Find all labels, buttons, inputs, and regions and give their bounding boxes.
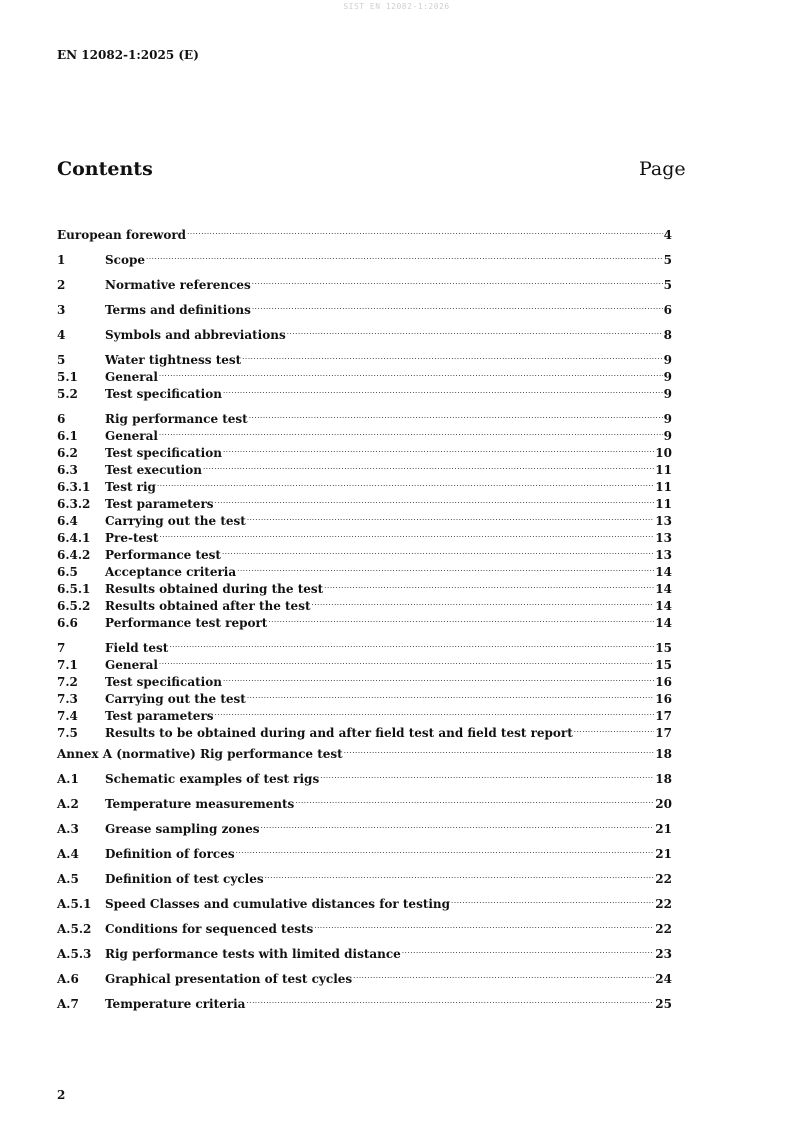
toc-entry-title: Schematic examples of test rigs <box>105 772 320 786</box>
toc-entry-number: 6.3 <box>57 463 78 477</box>
toc-entry-page: 11 <box>655 480 672 494</box>
dot-leader <box>451 891 654 908</box>
toc-entry-page: 4 <box>663 228 672 242</box>
dot-leader <box>287 322 663 339</box>
dot-leader <box>203 457 654 474</box>
toc-entry-number: 6.2 <box>57 446 78 460</box>
toc-entry-title: Test execution <box>105 463 202 477</box>
toc-entry-number: 6.1 <box>57 429 78 443</box>
toc-entry-number: 4 <box>57 328 66 342</box>
toc-entry-title: Terms and definitions <box>105 303 251 317</box>
toc-entry-title: Symbols and abbreviations <box>105 328 286 342</box>
toc-entry-page: 14 <box>655 582 672 596</box>
toc-entry-title: Graphical presentation of test cycles <box>105 972 353 986</box>
toc-entry-title: General <box>105 370 158 384</box>
toc-entry-title: Carrying out the test <box>105 692 246 706</box>
toc-entry[interactable] <box>57 272 672 292</box>
toc-entry-page: 16 <box>655 692 672 706</box>
toc-entry[interactable] <box>57 347 672 367</box>
dot-leader <box>295 791 654 808</box>
toc-entry-page: 23 <box>655 947 672 961</box>
toc-entry-number: 7.1 <box>57 658 78 672</box>
toc-entry-title: Results to be obtained during and after field test and field test report <box>105 726 573 740</box>
page-column-heading: Page <box>639 158 686 180</box>
toc-entry-title: Test specification <box>105 675 222 689</box>
dot-leader <box>252 272 663 289</box>
toc-entry-number: A.2 <box>57 797 79 811</box>
dot-leader <box>252 297 663 314</box>
toc-entry-title: Definition of test cycles <box>105 872 264 886</box>
toc-entry-page: 25 <box>655 997 672 1011</box>
toc-entry-page: 11 <box>655 463 672 477</box>
toc-entry-page: 14 <box>655 565 672 579</box>
toc-entry-page: 5 <box>663 278 672 292</box>
toc-entry[interactable] <box>57 741 672 761</box>
toc-entry-page: 14 <box>655 599 672 613</box>
toc-entry-number: 6.4.1 <box>57 531 91 545</box>
toc-entry-page: 9 <box>663 412 672 426</box>
dot-leader <box>265 866 655 883</box>
dot-leader <box>237 559 654 576</box>
dot-leader <box>261 816 655 833</box>
toc-entry-page: 14 <box>655 616 672 630</box>
toc-entry-page: 9 <box>663 353 672 367</box>
toc-entry-title: Results obtained after the test <box>105 599 311 613</box>
toc-entry-title: Performance test <box>105 548 221 562</box>
toc-entry-number: A.5.1 <box>57 897 92 911</box>
toc-entry-page: 20 <box>655 797 672 811</box>
toc-entry-title: European foreword <box>57 228 187 242</box>
toc-entry-title: Rig performance test <box>105 412 248 426</box>
toc-entry-number: 7.4 <box>57 709 78 723</box>
dot-leader <box>324 576 654 593</box>
toc-entry-page: 18 <box>655 772 672 786</box>
toc-entry-title: Temperature criteria <box>105 997 246 1011</box>
toc-entry-page: 13 <box>655 514 672 528</box>
toc-entry[interactable] <box>57 991 672 1011</box>
toc-entry[interactable] <box>57 816 672 836</box>
toc-entry-title: Pre-test <box>105 531 159 545</box>
toc-entry-number: 1 <box>57 253 66 267</box>
toc-entry-number: 5.2 <box>57 387 78 401</box>
toc-entry-page: 13 <box>655 531 672 545</box>
dot-leader <box>242 347 662 364</box>
toc-entry-page: 22 <box>655 922 672 936</box>
dot-leader <box>215 491 655 508</box>
toc-entry-number: A.5.2 <box>57 922 92 936</box>
dot-leader <box>187 222 663 239</box>
toc-entry[interactable] <box>57 916 672 936</box>
dot-leader <box>353 966 654 983</box>
dot-leader <box>249 406 663 423</box>
toc-entry-title: Acceptance criteria <box>105 565 237 579</box>
toc-entry-number: 6.5 <box>57 565 78 579</box>
toc-entry-number: A.5.3 <box>57 947 92 961</box>
toc-entry-number: 6.4 <box>57 514 78 528</box>
toc-entry-number: 5 <box>57 353 66 367</box>
toc-entry[interactable] <box>57 222 672 242</box>
toc-entry[interactable] <box>57 322 672 342</box>
dot-leader <box>312 593 655 610</box>
toc-entry[interactable] <box>57 966 672 986</box>
dot-leader <box>169 635 654 652</box>
toc-entry-page: 18 <box>655 747 672 761</box>
toc-entry-number: 3 <box>57 303 66 317</box>
toc-entry[interactable] <box>57 247 672 267</box>
toc-entry-page: 16 <box>655 675 672 689</box>
dot-leader <box>574 720 655 737</box>
document-id: EN 12082-1:2025 (E) <box>57 48 199 62</box>
toc-entry-number: 2 <box>57 278 66 292</box>
toc-entry[interactable] <box>57 841 672 861</box>
toc-entry-title: Grease sampling zones <box>105 822 260 836</box>
toc-entry-page: 9 <box>663 387 672 401</box>
toc-entry-page: 21 <box>655 822 672 836</box>
toc-entry-page: 9 <box>663 429 672 443</box>
toc-entry[interactable] <box>57 406 672 426</box>
toc-entry-number: 6.3.1 <box>57 480 91 494</box>
dot-leader <box>246 991 654 1008</box>
toc-entry-number: 5.1 <box>57 370 78 384</box>
toc-entry-title: Test specification <box>105 387 222 401</box>
toc-entry-title: Test parameters <box>105 709 214 723</box>
dot-leader <box>223 440 654 457</box>
dot-leader <box>223 669 654 686</box>
dot-leader <box>222 542 654 559</box>
dot-leader <box>157 474 654 491</box>
toc-entry-page: 17 <box>655 709 672 723</box>
toc-entry-title: Conditions for sequenced tests <box>105 922 314 936</box>
toc-entry-number: A.3 <box>57 822 79 836</box>
dot-leader <box>159 364 663 381</box>
dot-leader <box>223 381 663 398</box>
dot-leader <box>402 941 654 958</box>
dot-leader <box>320 766 654 783</box>
toc-entry-title: Field test <box>105 641 169 655</box>
toc-entry[interactable] <box>57 766 672 786</box>
toc-entry-number: 7.5 <box>57 726 78 740</box>
toc-entry[interactable] <box>57 891 672 911</box>
toc-entry-title: General <box>105 658 158 672</box>
dot-leader <box>344 741 655 758</box>
toc-entry-title: Test rig <box>105 480 156 494</box>
toc-entry-number: 6 <box>57 412 66 426</box>
dot-leader <box>247 508 654 525</box>
contents-heading: Contents <box>57 158 153 180</box>
toc-entry-page: 10 <box>655 446 672 460</box>
dot-leader <box>159 652 654 669</box>
toc-entry-title: Carrying out the test <box>105 514 246 528</box>
toc-entry-page: 24 <box>655 972 672 986</box>
toc-entry-page: 21 <box>655 847 672 861</box>
toc-entry-number: A.4 <box>57 847 79 861</box>
toc-entry-number: 6.3.2 <box>57 497 91 511</box>
toc-entry-page: 6 <box>663 303 672 317</box>
table-of-contents <box>57 222 672 1011</box>
toc-entry-page: 22 <box>655 897 672 911</box>
toc-entry-page: 9 <box>663 370 672 384</box>
toc-entry[interactable] <box>57 791 672 811</box>
toc-entry-page: 8 <box>663 328 672 342</box>
toc-entry-title: Results obtained during the test <box>105 582 324 596</box>
dot-leader <box>159 423 663 440</box>
toc-entry-title: Speed Classes and cumulative distances for testing <box>105 897 451 911</box>
toc-entry-number: A.7 <box>57 997 79 1011</box>
toc-entry-title: Scope <box>105 253 146 267</box>
toc-entry-page: 22 <box>655 872 672 886</box>
toc-entry-title: Performance test report <box>105 616 268 630</box>
toc-entry[interactable] <box>57 941 672 961</box>
dot-leader <box>159 525 654 542</box>
toc-entry-number: 7 <box>57 641 66 655</box>
toc-entry-title: Definition of forces <box>105 847 235 861</box>
toc-entry-title: Normative references <box>105 278 251 292</box>
toc-entry[interactable] <box>57 866 672 886</box>
toc-entry-title: Test specification <box>105 446 222 460</box>
toc-entry-page: 5 <box>663 253 672 267</box>
dot-leader <box>314 916 654 933</box>
toc-entry-page: 11 <box>655 497 672 511</box>
toc-entry-number: 7.3 <box>57 692 78 706</box>
toc-entry[interactable] <box>57 297 672 317</box>
toc-entry-number: A.6 <box>57 972 79 986</box>
dot-leader <box>236 841 655 858</box>
page-number: 2 <box>57 1088 66 1102</box>
toc-entry-number: 6.4.2 <box>57 548 91 562</box>
toc-entry-page: 15 <box>655 658 672 672</box>
dot-leader <box>247 686 654 703</box>
toc-entry-title: Annex A (normative) Rig performance test <box>57 747 343 761</box>
dot-leader <box>268 610 654 627</box>
toc-entry-page: 13 <box>655 548 672 562</box>
toc-entry-title: General <box>105 429 158 443</box>
dot-leader <box>215 703 655 720</box>
toc-entry-page: 15 <box>655 641 672 655</box>
toc-entry[interactable] <box>57 635 672 655</box>
dot-leader <box>146 247 663 264</box>
toc-entry-page: 17 <box>655 726 672 740</box>
toc-entry-title: Rig performance tests with limited distance <box>105 947 401 961</box>
toc-entry-number: A.5 <box>57 872 79 886</box>
toc-entry-number: 6.5.1 <box>57 582 91 596</box>
toc-entry-number: 6.6 <box>57 616 78 630</box>
toc-entry-title: Temperature measurements <box>105 797 295 811</box>
toc-entry-number: 6.5.2 <box>57 599 91 613</box>
watermark: SIST EN 12082-1:2026 <box>343 2 450 11</box>
toc-entry-title: Water tightness test <box>105 353 242 367</box>
toc-entry-number: 7.2 <box>57 675 78 689</box>
toc-entry-title: Test parameters <box>105 497 214 511</box>
toc-entry-number: A.1 <box>57 772 79 786</box>
